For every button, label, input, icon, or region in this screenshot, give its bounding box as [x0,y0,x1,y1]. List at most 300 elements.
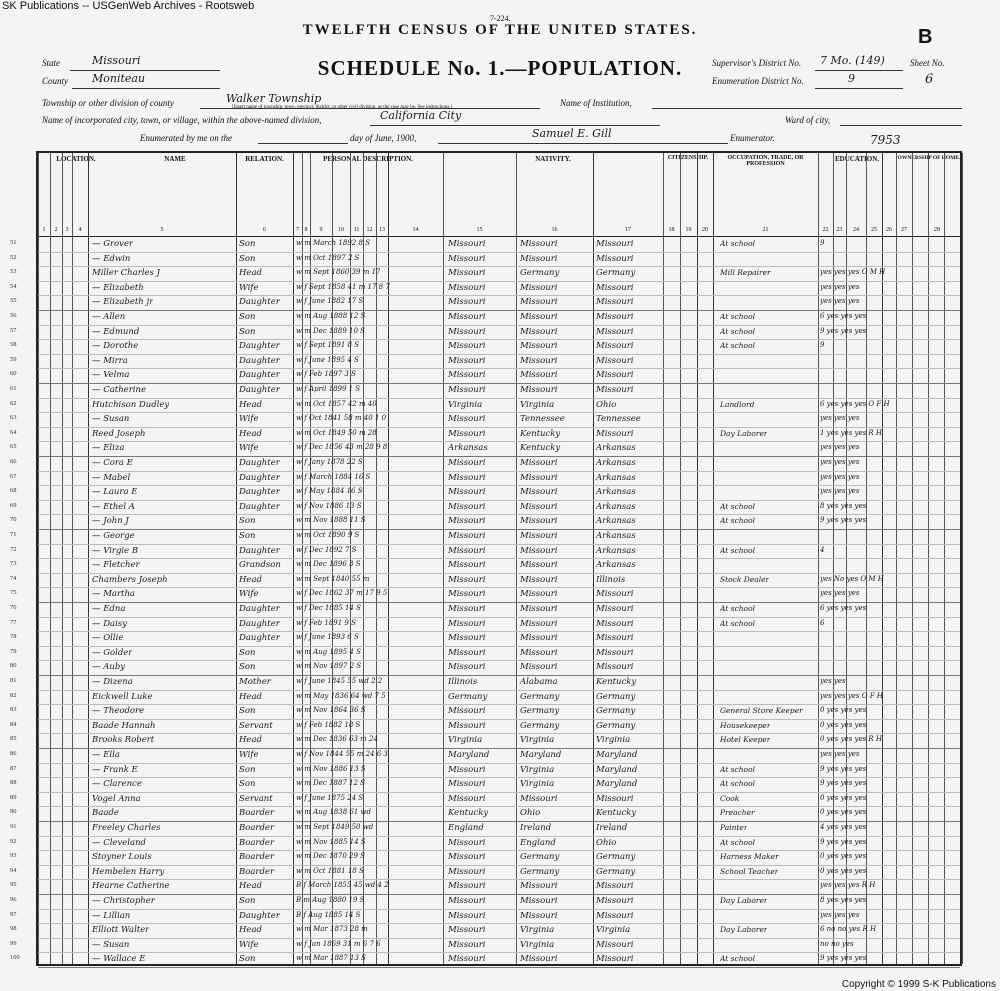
row-rule [38,514,960,515]
personal-description: w m Nov 1885 14 S [296,837,366,846]
personal-description: w m March 1892 8 S [296,239,370,247]
personal-description: w f Dec 1862 37 m 17 9 5 [296,589,388,598]
occupation: At school [720,516,755,526]
education-ownership: 0 yes yes yes R H [820,735,883,744]
row-rule [38,733,960,734]
column-number: 19 [685,227,692,233]
education-ownership: yes yes [820,677,846,685]
relation: Daughter [239,385,280,395]
personal-description: w f March 1884 16 S [296,472,371,481]
personal-description: w f Sept 1891 8 S [296,341,360,350]
birthplace-person: Missouri [448,589,486,600]
personal-description: w f Jan 1869 31 m 6 7 6 [296,939,381,948]
row-number: 73 [10,560,17,568]
birthplace-person: Missouri [448,954,486,965]
personal-description: w f Feb 1891 9 S [296,618,356,627]
birthplace-father: Missouri [520,896,558,906]
personal-description: w f Dec 1856 43 m 28 9 8 [296,443,388,452]
person-name: — Fletcher [92,560,140,571]
relation: Daughter [239,618,280,629]
group-nativity: NATIVITY. [535,155,571,163]
birthplace-father: Missouri [520,589,558,600]
birthplace-mother: Missouri [596,370,634,381]
row-rule [38,631,960,632]
person-name: — Ella [92,750,120,760]
person-name: — Cora E [92,458,133,468]
occupation: At school [720,837,755,847]
source-caption: SK Publications -- USGenWeb Archives - Rootsweb [2,0,255,12]
birthplace-father: Missouri [520,954,558,965]
birthplace-mother: Missouri [596,326,634,337]
row-number: 75 [10,589,17,597]
birthplace-father: England [520,837,556,848]
person-name: Hutchison Dudley [92,399,170,410]
birthplace-person: Missouri [448,326,486,337]
birthplace-person: Missouri [448,312,486,322]
person-name: Eickwell Luke [92,691,153,702]
personal-description: w m Mar 1873 28 m [296,925,368,934]
education-ownership: yes yes yes [820,750,860,758]
row-rule [38,339,960,340]
birthplace-father: Missouri [520,618,558,629]
row-number: 61 [10,385,17,392]
birthplace-mother: Kentucky [596,677,637,687]
birthplace-person: Missouri [448,297,486,308]
city-label: Name of incorporated city, town, or village, within the above-named division, [42,115,322,125]
birthplace-father: Kentucky [520,443,561,454]
person-name: Miller Charles J [92,268,160,279]
row-rule [38,646,960,647]
row-number: 52 [10,253,17,261]
row-number: 64 [10,428,17,436]
education-ownership: 9 yes yes yes [820,837,867,846]
person-name: — Christopher [92,896,155,906]
row-rule [38,398,960,399]
relation: Son [239,954,256,965]
census-title: TWELFTH CENSUS OF THE UNITED STATES. [302,22,698,38]
row-rule [38,485,960,486]
institution-label: Name of Institution, [560,98,632,108]
birthplace-father: Missouri [520,253,558,264]
birthplace-person: Missouri [448,925,486,936]
personal-description: w f Nov 1844 55 m 24 6 3 [296,750,388,758]
row-rule [38,310,960,311]
relation: Son [239,239,256,249]
person-name: Elliott Walter [92,925,150,936]
column-number: 14 [412,227,419,233]
birthplace-mother: Missouri [596,793,634,804]
row-number: 79 [10,647,17,655]
personal-description: w m Sept 1849 50 wd [296,823,374,831]
relation: Daughter [239,355,280,366]
personal-description: w f June 1845 55 wd 2 2 [296,677,383,685]
row-number: 81 [10,677,17,684]
birthplace-person: Missouri [448,706,486,717]
occupation: Hotel Keeper [720,735,771,745]
person-name: — Wallace E [92,954,146,965]
personal-description: w f Nov 1886 13 S [296,501,362,510]
occupation: Stock Dealer [720,574,770,584]
birthplace-mother: Virginia [596,925,631,936]
row-rule [38,909,960,910]
row-number: 53 [10,268,17,276]
person-name: Hembelen Harry [92,866,165,877]
birthplace-father: Virginia [520,779,555,790]
column-number: 3 [65,227,69,233]
relation: Wife [239,750,259,760]
occupation: At school [720,341,755,351]
birthplace-mother: Germany [596,268,636,279]
birthplace-father: Missouri [520,501,558,512]
person-name: — Virgie B [92,545,139,556]
city-value: California City [380,109,462,122]
row-rule [38,456,960,457]
birthplace-mother: Missouri [596,604,634,614]
birthplace-mother: Missouri [596,385,634,395]
birthplace-mother: Missouri [596,253,634,264]
birthplace-mother: Arkansas [596,531,636,541]
row-rule [38,383,960,384]
column-number: 1 [42,227,46,233]
row-number: 60 [10,370,17,378]
education-ownership: yes yes yes [820,458,860,466]
column-rule [962,153,963,964]
birthplace-person: Missouri [448,516,486,527]
schedule-title: SCHEDULE No. 1.—POPULATION. [317,56,683,80]
enumerator-value: Samuel E. Gill [532,127,612,140]
row-rule [38,938,960,939]
row-rule [38,441,960,442]
education-ownership: 6 [820,618,825,627]
group-personal: PERSONAL DESCRIPTION. [323,155,413,163]
relation: Son [239,896,256,906]
row-rule [38,836,960,837]
birthplace-mother: Missouri [596,939,634,950]
row-rule [38,587,960,588]
birthplace-person: Virginia [448,399,483,410]
birthplace-person: Missouri [448,370,486,381]
form-number: 7-224. [490,14,511,23]
education-ownership: 6 no no yes R H [820,925,877,934]
relation: Daughter [239,604,280,614]
township-label: Township or other division of county [42,98,174,108]
row-number: 93 [10,852,17,860]
person-name: — Edmund [92,326,140,337]
birthplace-mother: Missouri [596,297,634,308]
person-name: — Lillian [92,910,131,921]
occupation: At school [720,604,755,613]
personal-description: w f June 1882 17 S [296,297,364,306]
column-number: 15 [476,227,483,233]
relation: Daughter [239,633,280,644]
birthplace-person: Missouri [448,574,486,585]
birthplace-mother: Kentucky [596,808,637,819]
birthplace-person: Missouri [448,239,486,249]
relation: Boarder [239,852,275,863]
row-number: 65 [10,443,17,451]
relation: Boarder [239,866,275,877]
row-number: 55 [10,297,17,305]
person-name: — Martha [92,589,135,600]
person-name: — Cleveland [92,837,146,848]
person-name: Baade [92,808,119,819]
relation: Boarder [239,837,275,848]
relation: Head [239,735,262,746]
row-rule [38,281,960,282]
row-number: 99 [10,939,17,947]
birthplace-person: Missouri [448,939,486,950]
column-number: 28 [934,227,940,233]
row-number: 87 [10,764,17,772]
birthplace-father: Missouri [520,385,558,395]
personal-description: w m Nov 1888 11 S [296,516,366,525]
row-number: 54 [10,282,17,290]
birthplace-mother: Missouri [596,662,634,673]
education-ownership: 0 yes yes yes [820,852,867,861]
row-rule [38,850,960,851]
birthplace-person: Missouri [448,852,486,863]
birthplace-father: Missouri [520,633,558,644]
row-number: 78 [10,633,17,641]
birthplace-father: Missouri [520,662,558,673]
row-rule [38,719,960,720]
personal-description: B f March 1855 45 wd 4 2 [296,881,389,890]
education-ownership: 6 yes yes yes [820,604,867,612]
relation: Boarder [239,808,275,819]
birthplace-father: Missouri [520,341,558,352]
personal-description: w m Oct 1849 50 m 28 [296,428,377,437]
relation: Daughter [239,341,280,352]
birthplace-mother: Arkansas [596,487,636,498]
birthplace-father: Germany [520,706,560,717]
supervisor-label: Supervisor's District No. [712,58,802,68]
relation: Wife [239,282,259,293]
relation: Head [239,399,262,410]
birthplace-mother: Ohio [596,837,617,848]
row-number: 90 [10,808,17,816]
personal-description: w f June 1875 24 S [296,793,364,802]
archive-stamp: 7953 [870,133,901,147]
relation: Daughter [239,910,280,921]
row-number: 57 [10,326,17,334]
row-number: 56 [10,312,17,319]
birthplace-mother: Ohio [596,399,617,410]
education-ownership: 8 yes yes yes [820,896,867,904]
education-ownership: 4 [820,545,825,554]
relation: Head [239,574,262,585]
person-name: — Golder [92,647,133,658]
schedule-letter: B [918,26,933,48]
column-number: 10 [338,227,344,233]
row-number: 63 [10,414,17,422]
relation: Son [239,516,256,527]
birthplace-mother: Germany [596,720,636,731]
birthplace-father: Missouri [520,574,558,585]
birthplace-person: England [448,823,484,833]
relation: Head [239,881,262,892]
relation: Daughter [239,472,280,483]
person-name: Brooks Robert [92,735,155,746]
occupation: Harness Maker [720,852,779,862]
occupation: Day Laborer [720,896,768,905]
birthplace-father: Virginia [520,735,555,746]
education-ownership: yes yes yes [820,414,860,423]
occupation: School Teacher [720,866,779,876]
birthplace-father: Virginia [520,764,555,775]
birthplace-father: Missouri [520,458,558,468]
education-ownership: 0 yes yes yes [820,720,867,729]
birthplace-mother: Illinois [596,574,626,585]
birthplace-mother: Missouri [596,910,634,921]
birthplace-father: Missouri [520,472,558,483]
birthplace-person: Missouri [448,253,486,264]
row-number: 76 [10,604,17,611]
relation: Son [239,253,256,264]
relation: Son [239,764,256,775]
row-rule [38,763,960,764]
birthplace-person: Missouri [448,545,486,556]
birthplace-mother: Missouri [596,589,634,600]
birthplace-person: Missouri [448,487,486,498]
row-number: 100 [10,954,20,962]
row-number: 84 [10,720,17,728]
education-ownership: yes yes yes [820,487,860,496]
birthplace-father: Missouri [520,881,558,892]
education-ownership: 9 [820,341,825,350]
state-value: Missouri [92,54,141,67]
birthplace-mother: Arkansas [596,443,636,454]
column-number: 5 [160,227,164,233]
birthplace-father: Virginia [520,925,555,936]
personal-description: w m Dec 1896 3 S [296,560,361,569]
row-number: 82 [10,691,17,699]
group-ownership: OWNERSHIP OF HOME. [897,155,961,161]
relation: Son [239,647,256,658]
person-name: — John J [92,516,129,527]
birthplace-mother: Missouri [596,881,634,892]
birthplace-mother: Arkansas [596,560,636,571]
row-rule [38,792,960,793]
enumerator-label: Enumerator. [730,133,775,143]
birthplace-person: Missouri [448,531,486,541]
row-rule [38,252,960,253]
birthplace-person: Missouri [448,720,486,731]
birthplace-mother: Missouri [596,341,634,352]
birthplace-person: Missouri [448,662,486,673]
row-rule [38,894,960,895]
birthplace-person: Missouri [448,355,486,366]
birthplace-father: Tennessee [520,414,565,425]
table-header [38,153,960,237]
education-ownership: yes yes yes O F H [820,691,883,700]
birthplace-person: Missouri [448,837,486,848]
birthplace-person: Virginia [448,735,483,746]
occupation: Mill Repairer [720,268,771,278]
column-number: 27 [901,227,907,233]
birthplace-mother: Ireland [596,823,628,833]
birthplace-mother: Maryland [596,779,638,790]
education-ownership: yes yes yes [820,297,860,306]
relation: Son [239,312,256,322]
person-name: — Clarence [92,779,142,790]
birthplace-father: Missouri [520,282,558,293]
relation: Grandson [239,560,281,571]
person-name: Freeley Charles [92,823,161,833]
enum-district-label: Enumeration District No. [712,76,804,86]
occupation: At school [720,239,755,248]
personal-description: B m Aug 1880 19 S [296,896,365,904]
birthplace-mother: Virginia [596,735,631,746]
birthplace-person: Germany [448,691,488,702]
education-ownership: yes No yes O M H [820,574,884,583]
birthplace-mother: Missouri [596,633,634,644]
personal-description: w m Dec 1889 10 S [296,326,365,335]
personal-description: w f June 1893 6 S [296,633,359,642]
birthplace-person: Missouri [448,764,486,775]
row-number: 92 [10,837,17,845]
birthplace-person: Missouri [448,866,486,877]
row-number: 97 [10,910,17,918]
person-name: — Dizena [92,677,133,687]
column-number: 12 [366,227,373,233]
column-number: 7 [296,227,299,233]
person-name: — Dorothe [92,341,139,352]
birthplace-person: Missouri [448,414,486,425]
birthplace-father: Germany [520,720,560,731]
row-number: 91 [10,823,17,830]
person-name: — Theodore [92,706,145,717]
birthplace-father: Missouri [520,793,558,804]
birthplace-father: Ireland [520,823,552,833]
person-name: — Elizabeth [92,282,144,293]
education-ownership: yes yes yes [820,282,860,291]
occupation: At school [720,326,755,336]
education-ownership: 9 yes yes yes [820,779,867,788]
birthplace-father: Germany [520,866,560,877]
person-name: — Daisy [92,618,127,629]
birthplace-person: Missouri [448,268,486,279]
personal-description: B f Aug 1885 14 S [296,910,361,919]
township-value: Walker Township [226,92,322,105]
row-rule [38,544,960,545]
birthplace-mother: Maryland [596,764,638,775]
column-number: 6 [263,227,266,233]
education-ownership: 8 yes yes yes [820,501,867,510]
occupation: Day Laborer [720,925,768,935]
row-rule [38,923,960,924]
row-rule [38,675,960,676]
column-number: 21 [762,227,769,233]
row-rule [38,500,960,501]
row-number: 62 [10,399,17,407]
row-number: 80 [10,662,17,670]
row-rule [38,952,960,953]
row-rule [38,602,960,603]
education-ownership: 4 yes yes yes [820,823,867,831]
birthplace-person: Kentucky [448,808,489,819]
row-number: 77 [10,618,17,626]
occupation: At school [720,779,755,789]
relation: Wife [239,443,259,454]
row-number: 85 [10,735,17,743]
personal-description: w f Feb 1882 18 S [296,720,361,729]
birthplace-father: Missouri [520,910,558,921]
occupation: Cook [720,793,740,803]
education-ownership: yes yes yes O M H [820,268,886,277]
occupation: At school [720,501,755,511]
column-number: 26 [886,227,892,233]
person-name: Chambers Joseph [92,574,168,585]
